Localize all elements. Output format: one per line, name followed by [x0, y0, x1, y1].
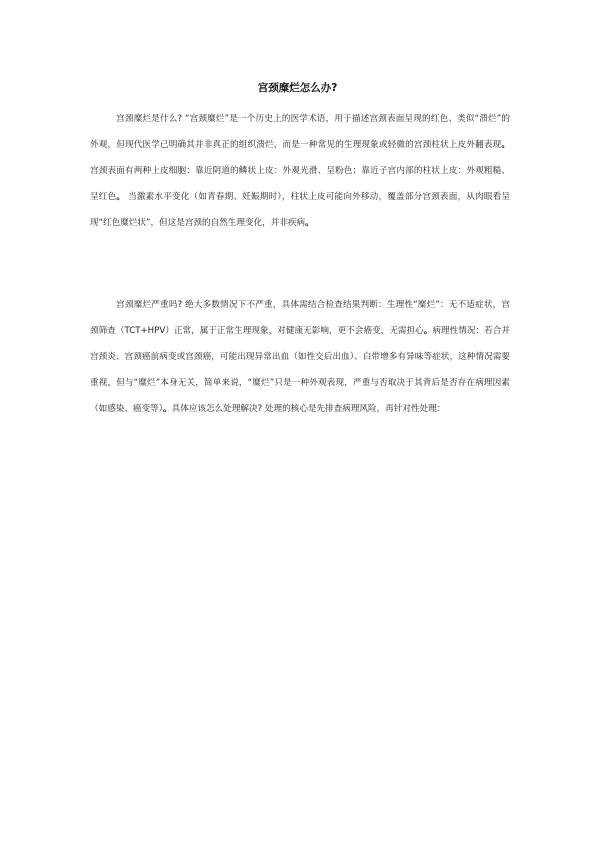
paragraph-1-text: 当激素水平变化（如青春期、妊娠期时），柱状上皮可能向外移动，覆盖部分宫颈表面，从肉眼看呈现“红色糜烂状”，但这是宫颈的自然生理变化，并非疾病 — [90, 192, 510, 228]
paragraph-1 — [90, 106, 510, 236]
paragraph-1-period: 。 — [501, 140, 510, 150]
paragraph-1-text: 宫颈糜烂是什么? “宫颈糜烂”是一个历史上的医学术语，用于描述宫颈表面呈现的红色、类似“溃烂”的外观，但现代医学已明确其并非真正的组织溃烂，而是一种常见的生理现象或轻微的宫颈柱状上皮外翻表现 — [90, 114, 510, 150]
paragraph-1-text: 宫颈表面有两种上皮细胞：靠近阴道的鳞状上皮：外观光滑、呈粉色；靠近子宫内部的柱状上皮：外观粗糙、呈红色 — [90, 166, 510, 202]
paragraph-2-period: 。 — [423, 326, 433, 336]
paragraph-2-text: 宫颈糜烂严重吗? 绝大多数情况下不严重，具体需结合检查结果判断：生理性“糜烂”：无不适症状，宫颈筛查（TCT+HPV）正常，属于正常生理现象，对健康无影响，更不会癌变，无需担心 — [90, 300, 510, 336]
paragraph-2-period: 。 — [163, 404, 172, 414]
paragraph-1-period: 。 — [305, 218, 314, 228]
paragraph-2 — [90, 292, 510, 422]
paragraph-2-text: 具体应该怎么处理解决? 处理的核心是先排查病理风险，再针对性处理： — [171, 404, 446, 414]
paragraph-1-period: 。 — [116, 192, 126, 202]
paragraph-2-text: 病理性情况：若合并宫颈炎、宫颈癌前病变或宫颈癌，可能出现异常出血（如性交后出血）、白带增多有异味等症状，这种情况需要重视，但与“糜烂”本身无关，简单来说，“糜烂”只是一种外观表现，严重与否取决于其背后是否存在病理因素（如感染、癌变等） — [90, 326, 510, 414]
document-title: 宫颈糜烂怎么办? — [257, 82, 338, 94]
